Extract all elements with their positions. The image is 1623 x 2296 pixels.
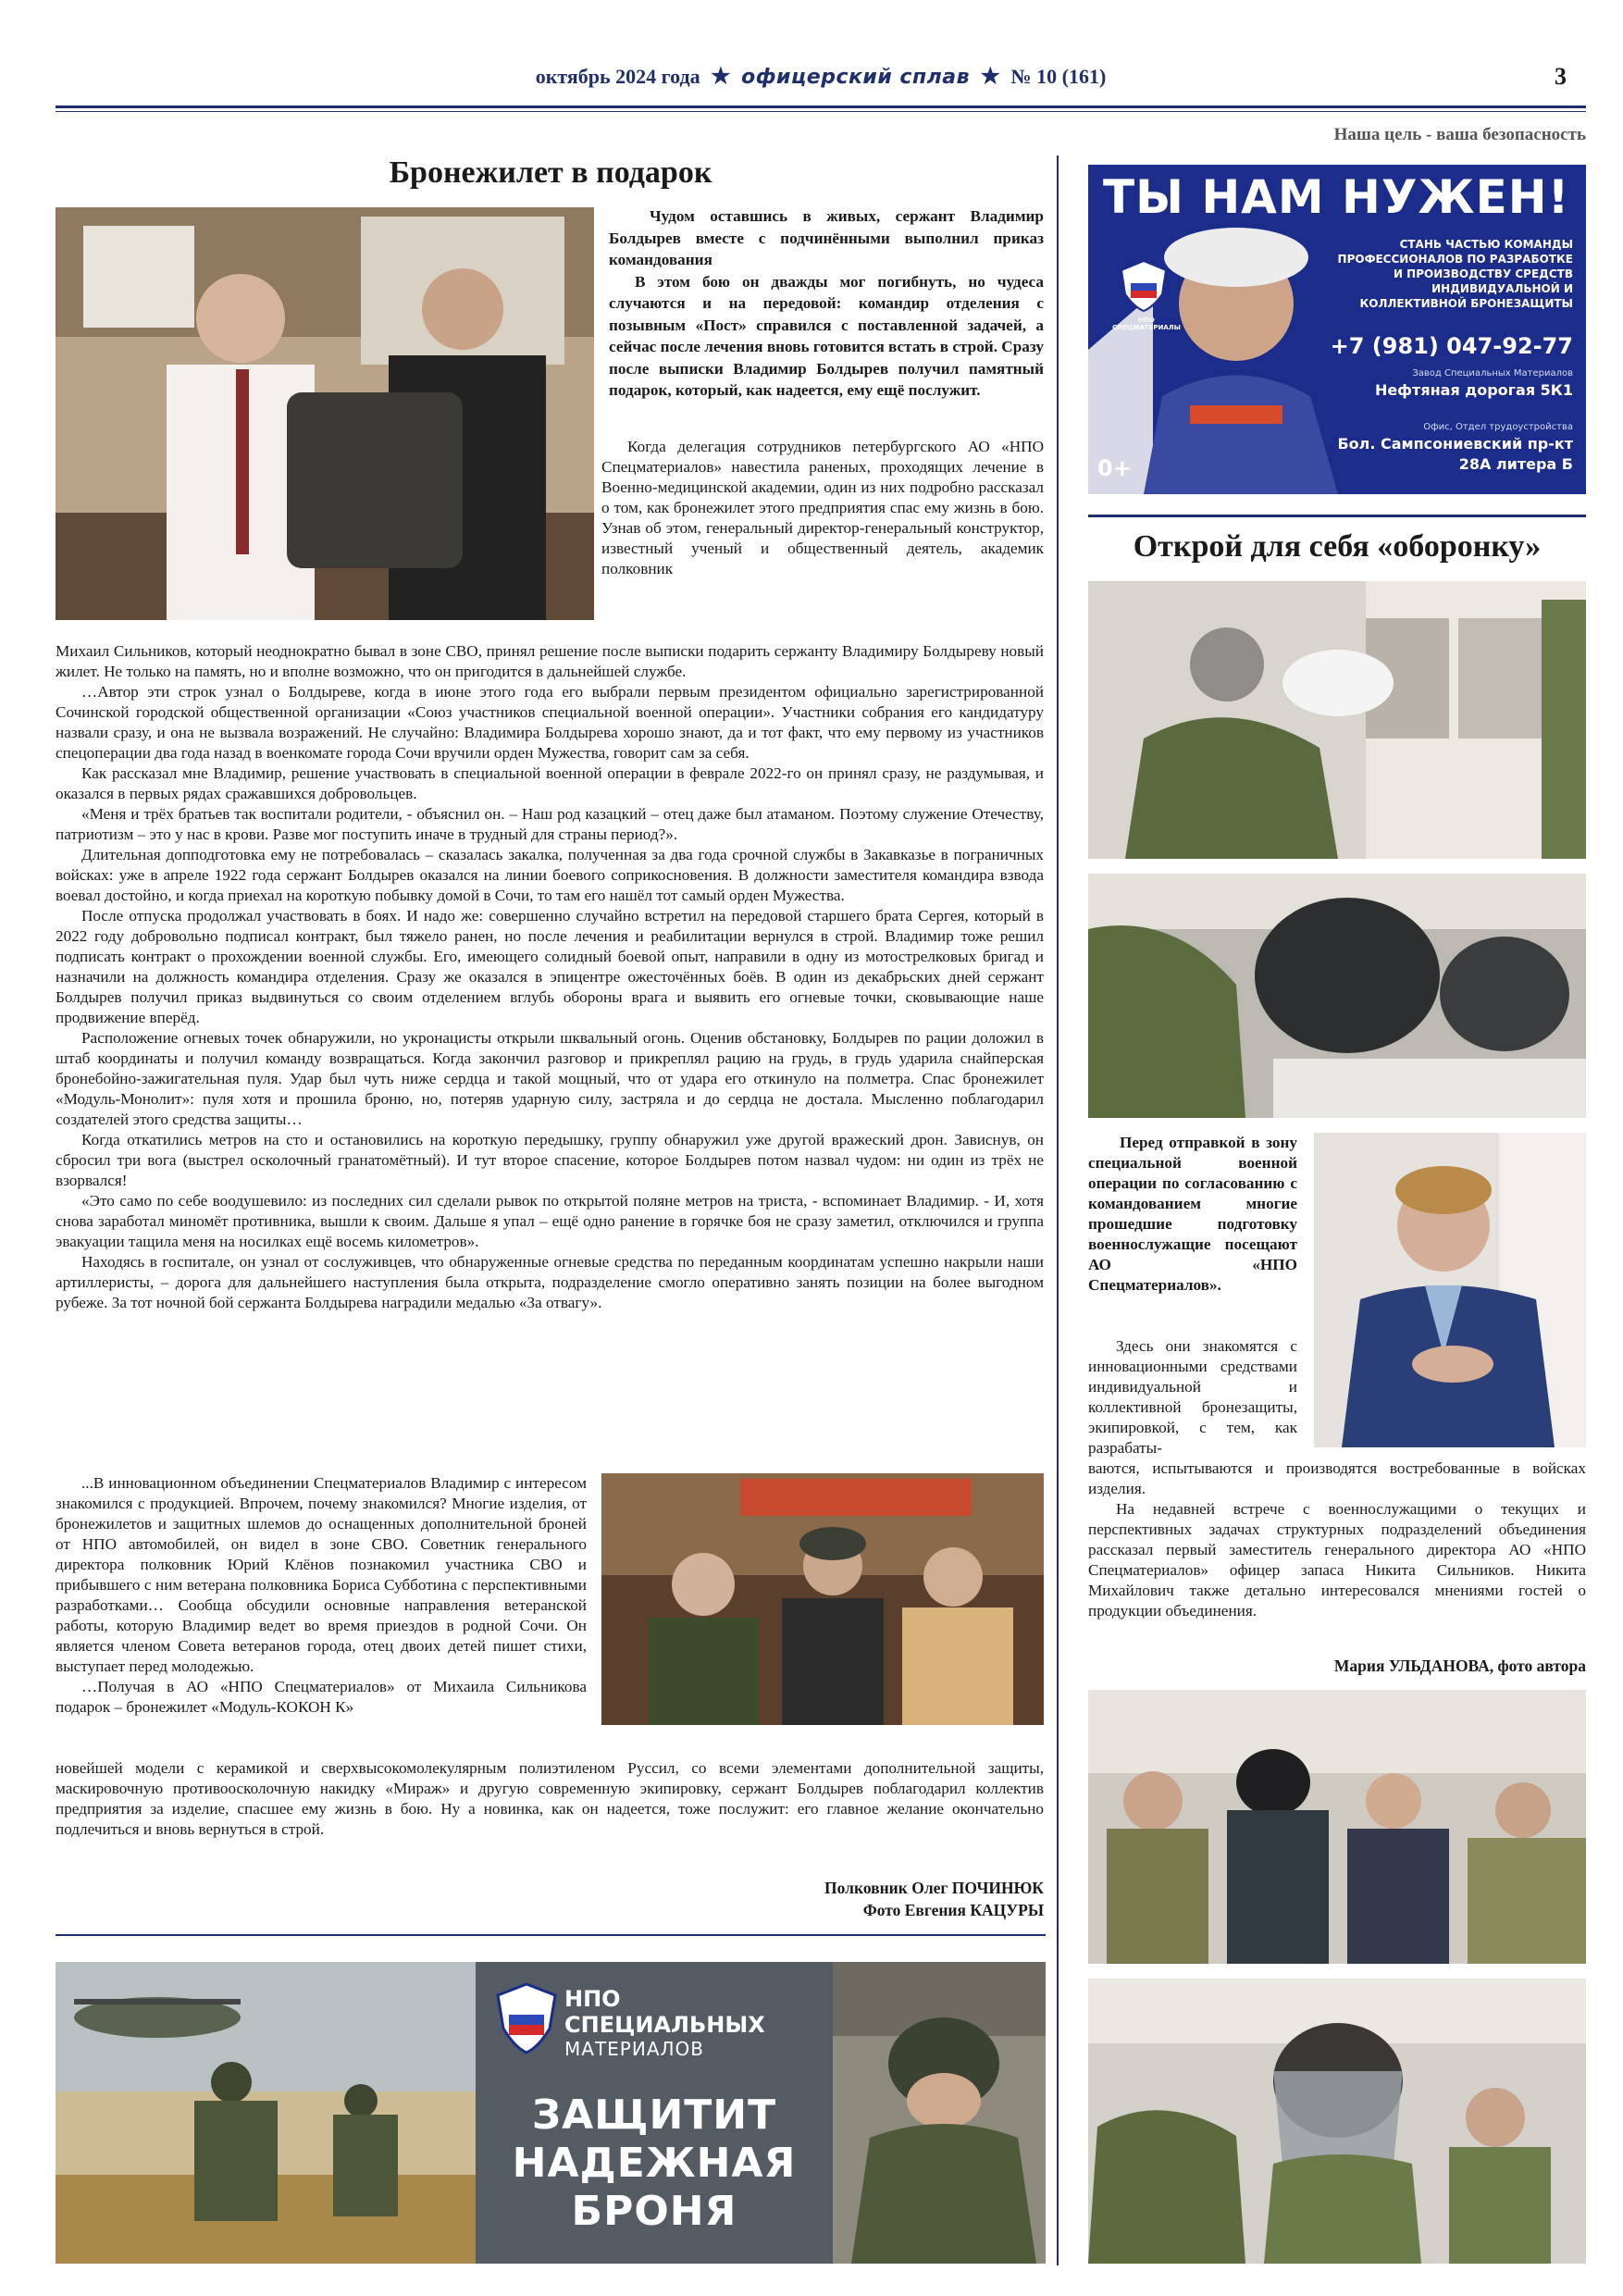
article-paragraph: Длительная допподготовка ему не потребовалась – сказалась закалка, полученная за два года срочной службы в Закавказье в пограничных войсках: уже в апреле 1922 года сержант Болдырев оказался на линии боевого соприкосновения. В должности заместителя командира взвода воевал достойно, и когда приехал на короткую побывку домой в Сочи, то там его нашёл тот самый орден Мужества. [56,846,1044,904]
article-paragraph: Находясь в госпитале, он узнал от сослуживцев, что обнаруженные огневые средства по переданным координатам успешно накрыли наши артиллеристы, – дорога для дальнейшего наступления была открыта, подразделение смогло оперативно занять позиции на более выгодном рубеже. За тот ночной бой сержанта Болдырева наградили медалью «За отвагу». [56,1253,1044,1311]
ad-office-address-2: 28А литера Б [1458,455,1573,473]
article-paragraph: Когда откатились метров на сто и остановились на короткую передышку, группу обнаружил уже другой вражеский дрон. Зависнув, он сбросил три вога (выстрел осколочный гранатомётный). И тут второе спасение, которое Болдырев потом назвал чудом: ни один из трёх не взорвался! [56,1131,1044,1189]
right-article-author: Мария УЛЬДАНОВА, фото автора [1333,1657,1586,1675]
article-author: Полковник Олег ПОЧИНЮК [824,1879,1044,1897]
ad-plant-address: Нефтяная дорогая 5К1 [1374,381,1573,399]
banner-brand [564,1986,824,2060]
banner-brand-line-1: НПО СПЕЦИАЛЬНЫХ [564,1986,765,2038]
article-photo-credit: Фото Евгения КАЦУРЫ [862,1901,1044,1919]
article-paragraph: ...В инновационном объединении Спецматериалов Владимир с интересом знакомился с продукцией. Впрочем, почему знакомился? Многие изделия, от бронежилетов и защитных шлемов до оснащенных дополнительной броней от НПО автомобилей, он видел в зоне СВО. Советник генерального директора полковник Юрий Клёнов познакомил участника СВО и прибывшего с ним ветерана полковника Бориса Субботина с перспективными разработками… Сообща обсудили основные направления ветеранской работы, которую Владимир ведет во время приездов в родной Сочи. Он является членом Совета ветеранов города, отец двоих детей пишет стихи, выступает перед молодежью. [56,1474,587,1675]
article-paragraph: Когда делегация сотрудников петербургского АО «НПО Спецматериалов» навестила раненых, проходящих лечение в Военно-медицинской академии, один из них подробно рассказал о том, как бронежилет этого предприятия спас ему жизнь в бою. Узнав об этом, генеральный директор-генеральный конструктор, известный ученый и общественный деятель, академик полковник [601,438,1044,577]
star-icon: ★ [980,65,1001,89]
article-paragraph: …Получая в АО «НПО Спецматериалов» от Михаила Сильникова подарок – бронежилет «Модуль-КОКОН К» [56,1678,587,1716]
promo-banner [56,1962,1046,2264]
right-paragraph: ваются, испытываются и производятся востребованные в войсках изделия. [1088,1459,1586,1497]
article-column-text [601,437,1044,579]
ad-office-address: Бол. Сампсониевский пр-кт [1337,435,1573,453]
right-column-rule [1088,515,1586,517]
article-paragraph: Михаил Сильников, который неоднократно бывал в зоне СВО, принял решение после выписки подарить сержанту Владимиру Болдыреву новый жилет. Не только на память, но и вполне возможно, что он пригодится в дальнейшей службе. [56,642,1044,680]
article-paragraph: «Меня и трёх братьев так воспитали родители, - объяснил он. – Наш род казацкий – отец даже был атаманом. Поэтому служение Отечеству, патриотизм – это у нас в крови. Разве мог поступить иначе в трудный для страны период?». [56,805,1044,843]
photo-nikita-silnikov [1314,1133,1586,1447]
header-rule [56,105,1586,108]
ad-plant-label: Завод Специальных Материалов [1412,368,1573,379]
article-paragraph: После отпуска продолжал участвовать в боях. И надо же: совершенно случайно встретил на передовой старшего брата Сергея, который в 2022 году добровольно подписал контракт, был тяжело ранен, но после лечения и реабилитации вернулся в строй. Владимир тоже решил подписать контракт о прохождении военной службы. Его, имеющего солидный боевой опыт, направили в одну из мотострелковых бригад и назначили на должность командира отделения. Сразу же оказался в эпицентре ожесточённых боёв. В один из декабрьских дней сержант Болдырев получил приказ выдвинуться со своим отделением вглубь обороны врага и выявить его огневые точки, сковывающие наше продвижение вперёд. [56,907,1044,1026]
photo-veterans-group [601,1473,1044,1725]
photo-face-shield-test [1088,1979,1586,2264]
banner-center-panel [476,1962,833,2264]
article-paragraph: Расположение огневых точек обнаружили, но укронацисты открыли шквальный огонь. Оценив обстановку, Болдырев по рации доложил в штаб координаты и получил команду возвращаться. Когда закончил разговор и прикреплял рацию на грудь, в грудь ударила снайперская бронебойно-зажигательная пуля. Удар был чуть ниже сердца и такой мощный, что от удара его откинуло на полметра. Спас бронежилет «Модуль-Монолит»: пуля хотя и прошила броню, но, потеряв ударную силу, застряла и до сердца не достала. Мысленно поблагодарил создателей этого средства защиты… [56,1029,1044,1128]
banner-slogan-line: ЗАЩИТИТ [531,2091,777,2139]
column-separator [1057,155,1059,2265]
photo-gift-presentation [56,207,594,620]
newspaper-brand: офицерский сплав [741,66,971,89]
article-bottom-rule [56,1934,1046,1936]
banner-right-image [833,1962,1046,2264]
issue-date: октябрь 2024 года [535,65,700,88]
ad-logo-text: НПО СПЕЦМАТЕРИАЛЫ [1112,316,1181,331]
article-title: Бронежилет в подарок [389,155,712,190]
right-paragraph: На недавней встрече с военнослужащими о текущих и перспективных задачах структурных подразделений объединения рассказал первый заместитель генерального директора АО «НПО Спецматериалов» офицер запаса Никита Сильников. Никита Михайлович также детально интересовался мнениями гостей о продукции объединения. [1088,1500,1586,1620]
right-paragraph: Здесь они знакомятся с инновационными средствами индивидуальной и коллективной бронезащиты, экипировкой, с тем, как разрабаты- [1088,1337,1297,1457]
caption-text: Перед отправкой в зону специальной военной операции по согласованию с командованием многие прошедшие подготовку военнослужащие посещают АО «НПО Спецматериалов». [1088,1134,1297,1294]
right-article-title: Открой для себя «оборонку» [1133,529,1542,564]
photo-caption [1088,1133,1297,1296]
article-closing [56,1758,1044,1840]
article-paragraph: «Это само по себе воодушевило: из последних сил сделали рывок по открытой поляне метров на триста, - вспоминает Владимир. - И, хотя снова заработал миномёт противника, вышли к своим. Дальше я упал – ещё одно ранение в горячке боя не сразу заметил, отключился и группа эвакуации тащила меня на носилках ещё восемь километров». [56,1192,1044,1250]
article-body [56,641,1044,1313]
article-paragraph: Как рассказал мне Владимир, решение участвовать в специальной военной операции в феврале 2022-го он принял сразу, не раздумывая, и оказался в первых рядах сражавшихся добровольцев. [56,764,1044,802]
shield-logo-icon [494,1980,559,2056]
banner-left-image [56,1962,476,2264]
photo-soldier-helmet [1088,581,1586,859]
right-article-text [1088,1336,1297,1458]
photo-helmets-inspection [1088,874,1586,1118]
ad-subtext: СТАНЬ ЧАСТЬЮ КОМАНДЫ ПРОФЕССИОНАЛОВ ПО РАЗРАБОТКЕ И ПРОИЗВОДСТВУ СРЕДСТВ ИНДИВИДУАЛЬНОЙ И КОЛЛЕКТИВНОЙ БРОНЕЗАЩИТЫ [1337,238,1573,310]
article-lead [609,205,1044,402]
issue-number: № 10 (161) [1010,65,1107,88]
header-rule-thin [56,111,1586,112]
lead-paragraph: Чудом оставшись в живых, сержант Владимир Болдырев вместе с подчинёнными выполнил приказ командования [609,207,1044,268]
right-article-text-continued [1088,1458,1586,1621]
shield-logo-icon [1116,257,1171,313]
lead-paragraph: В этом бою он дважды мог погибнуть, но чудеса случаются и на передовой: командир отделения с позывным «Пост» справился с поставленной задачей, а сейчас после лечения вновь готовится встать в строй. Сразу после выписки Владимир Болдырев получил памятный подарок, который, как надеется, ему ещё послужит. [609,272,1045,399]
ad-headline: ТЫ НАМ НУЖЕН! [1103,170,1570,224]
article-lower-left-text [56,1473,587,1718]
banner-slogan-line: НАДЕЖНАЯ [512,2140,797,2187]
ad-age-rating: 0+ [1097,455,1132,481]
star-icon: ★ [711,65,731,89]
banner-slogan [476,2091,833,2236]
header-slogan: Наша цель - ваша безопасность [1333,125,1586,144]
photo-group-meeting [1088,1690,1586,1964]
masthead [56,63,1586,100]
banner-slogan-line: БРОНЯ [571,2188,737,2235]
article-paragraph: новейшей модели с керамикой и сверхвысокомолекулярным полиэтиленом Руссил, со всеми элементами дополнительной защиты, маскировочную противоосколочную накидку «Мираж» и другую современную экипировку, сержант Болдырев поблагодарил коллектив предприятия за изделие, спасшее ему жизнь в бою. Ну а новинка, как он надеется, тоже послужит: его главное желание окончательно подлечиться и вновь вернуться в строй. [56,1759,1044,1838]
ad-phone: +7 (981) 047-92-77 [1330,333,1573,359]
article-paragraph: …Автор эти строк узнал о Болдыреве, когда в июне этого года его выбрали первым президентом официально зарегистрированной Сочинской городской общественной организации «Союз участников специальной военной операции». Участники собрания его кандидатуру назвали сразу, и она не вызвала возражений. Не случайно: Владимира Болдырева хорошо знают, да и тот факт, что ему первому из участников спецоперации два года назад в военкомате города Сочи вручили орден Мужества, говорит сам за себя. [56,683,1044,762]
ad-office-label: Офис, Отдел трудоустройства [1423,422,1573,432]
recruitment-ad [1088,165,1586,494]
page-number: 3 [1555,63,1567,90]
banner-brand-line-2: МАТЕРИАЛОВ [564,2038,704,2060]
